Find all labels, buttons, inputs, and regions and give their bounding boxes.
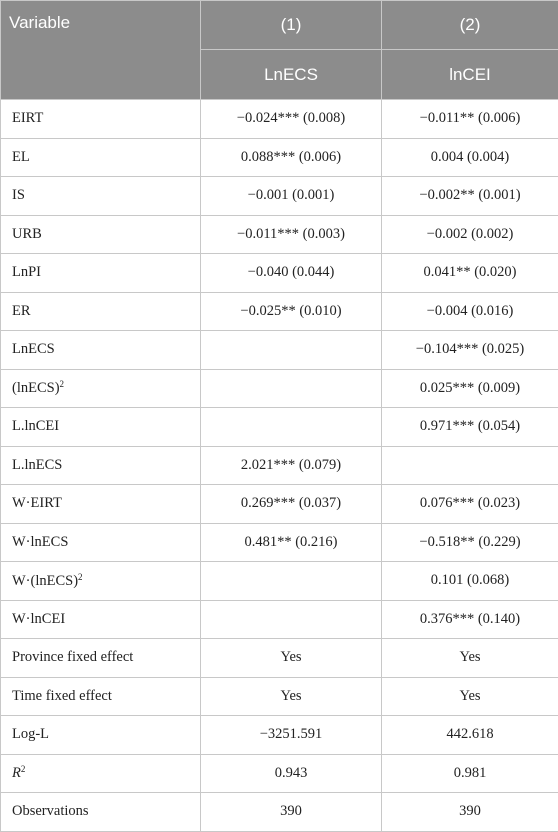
column-1-value: 0.943 xyxy=(201,754,382,793)
table-row xyxy=(1,100,558,139)
column-1-value: 2.021*** (0.079) xyxy=(201,446,382,485)
column-2-value: 0.981 xyxy=(382,754,558,793)
column-1-value xyxy=(201,408,382,447)
variable-label: IS xyxy=(12,187,25,203)
variable-label: EL xyxy=(12,149,30,165)
column-1-value: −0.024*** (0.008) xyxy=(201,100,382,139)
row-variable-name xyxy=(1,677,201,716)
row-variable-name xyxy=(1,793,201,832)
column-1-value: 0.481** (0.216) xyxy=(201,523,382,562)
table-row xyxy=(1,639,558,678)
row-variable-name xyxy=(1,331,201,370)
column-2-value: −0.011** (0.006) xyxy=(382,100,558,139)
column-1-value xyxy=(201,369,382,408)
variable-label: W·EIRT xyxy=(12,495,62,511)
row-variable-name xyxy=(1,562,201,601)
column-1-value: 0.088*** (0.006) xyxy=(201,138,382,177)
row-variable-name xyxy=(1,446,201,485)
column-1-number: (1) xyxy=(201,1,382,50)
variable-label: W·lnCEI xyxy=(12,611,65,627)
variable-label: URB xyxy=(12,226,42,242)
column-1-value: 390 xyxy=(201,793,382,832)
table-row xyxy=(1,793,558,832)
column-1-value: Yes xyxy=(201,677,382,716)
column-2-value: −0.002 (0.002) xyxy=(382,215,558,254)
column-2-value xyxy=(382,446,558,485)
row-variable-name xyxy=(1,369,201,408)
variable-superscript: 2 xyxy=(78,572,83,582)
column-2-value: 390 xyxy=(382,793,558,832)
variable-label: W·lnECS xyxy=(12,534,68,550)
table-row xyxy=(1,600,558,639)
row-variable-name xyxy=(1,408,201,447)
row-variable-name xyxy=(1,485,201,524)
column-2-number: (2) xyxy=(382,1,558,50)
column-2-value: 0.041** (0.020) xyxy=(382,254,558,293)
table-header xyxy=(1,1,558,100)
variable-label: L.lnECS xyxy=(12,457,62,473)
row-variable-name xyxy=(1,754,201,793)
table-row xyxy=(1,523,558,562)
column-1-value: −0.011*** (0.003) xyxy=(201,215,382,254)
row-variable-name xyxy=(1,600,201,639)
column-1-value: −3251.591 xyxy=(201,716,382,755)
row-variable-name xyxy=(1,254,201,293)
row-variable-name xyxy=(1,100,201,139)
variable-label: Province fixed effect xyxy=(12,649,133,665)
variable-label: W·(lnECS) xyxy=(12,573,78,589)
row-variable-name xyxy=(1,138,201,177)
column-2-value: 0.025*** (0.009) xyxy=(382,369,558,408)
column-1-value: 0.269*** (0.037) xyxy=(201,485,382,524)
table-row xyxy=(1,292,558,331)
column-1-value: −0.001 (0.001) xyxy=(201,177,382,216)
table-row xyxy=(1,716,558,755)
variable-label: Log-L xyxy=(12,726,49,742)
column-2-value: Yes xyxy=(382,639,558,678)
column-2-dependent-variable: lnCEI xyxy=(382,50,558,100)
variable-label: Time fixed effect xyxy=(12,688,112,704)
table-row xyxy=(1,138,558,177)
table-row xyxy=(1,215,558,254)
column-2-value: −0.002** (0.001) xyxy=(382,177,558,216)
column-2-value: 0.076*** (0.023) xyxy=(382,485,558,524)
table-row xyxy=(1,485,558,524)
variable-label: L.lnCEI xyxy=(12,418,59,434)
table-row xyxy=(1,254,558,293)
table-row xyxy=(1,369,558,408)
column-1-value: Yes xyxy=(201,639,382,678)
column-2-value: −0.104*** (0.025) xyxy=(382,331,558,370)
variable-label: R xyxy=(12,765,21,781)
table-row xyxy=(1,446,558,485)
column-2-value: −0.518** (0.229) xyxy=(382,523,558,562)
variable-label: EIRT xyxy=(12,110,43,126)
column-2-value: 0.376*** (0.140) xyxy=(382,600,558,639)
table-row xyxy=(1,331,558,370)
row-variable-name xyxy=(1,177,201,216)
column-2-value: Yes xyxy=(382,677,558,716)
row-variable-name xyxy=(1,716,201,755)
column-1-dependent-variable: LnECS xyxy=(201,50,382,100)
variable-label: LnECS xyxy=(12,341,55,357)
table-row xyxy=(1,754,558,793)
column-1-value: −0.040 (0.044) xyxy=(201,254,382,293)
column-2-value: 442.618 xyxy=(382,716,558,755)
column-2-value: 0.004 (0.004) xyxy=(382,138,558,177)
variable-column-header: Variable xyxy=(1,1,201,100)
row-variable-name xyxy=(1,292,201,331)
variable-label: Observations xyxy=(12,803,89,819)
column-2-value: 0.101 (0.068) xyxy=(382,562,558,601)
table-row xyxy=(1,562,558,601)
variable-superscript: 2 xyxy=(60,379,65,389)
variable-superscript: 2 xyxy=(21,764,26,774)
row-variable-name xyxy=(1,523,201,562)
variable-label: LnPI xyxy=(12,264,41,280)
column-1-value xyxy=(201,562,382,601)
row-variable-name xyxy=(1,639,201,678)
column-2-value: −0.004 (0.016) xyxy=(382,292,558,331)
column-2-value: 0.971*** (0.054) xyxy=(382,408,558,447)
variable-label: ER xyxy=(12,303,31,319)
column-1-value xyxy=(201,331,382,370)
column-1-value: −0.025** (0.010) xyxy=(201,292,382,331)
table-row xyxy=(1,408,558,447)
row-variable-name xyxy=(1,215,201,254)
column-1-value xyxy=(201,600,382,639)
variable-label: (lnECS) xyxy=(12,380,60,396)
table-row xyxy=(1,177,558,216)
table-row xyxy=(1,677,558,716)
table-body xyxy=(1,100,558,832)
